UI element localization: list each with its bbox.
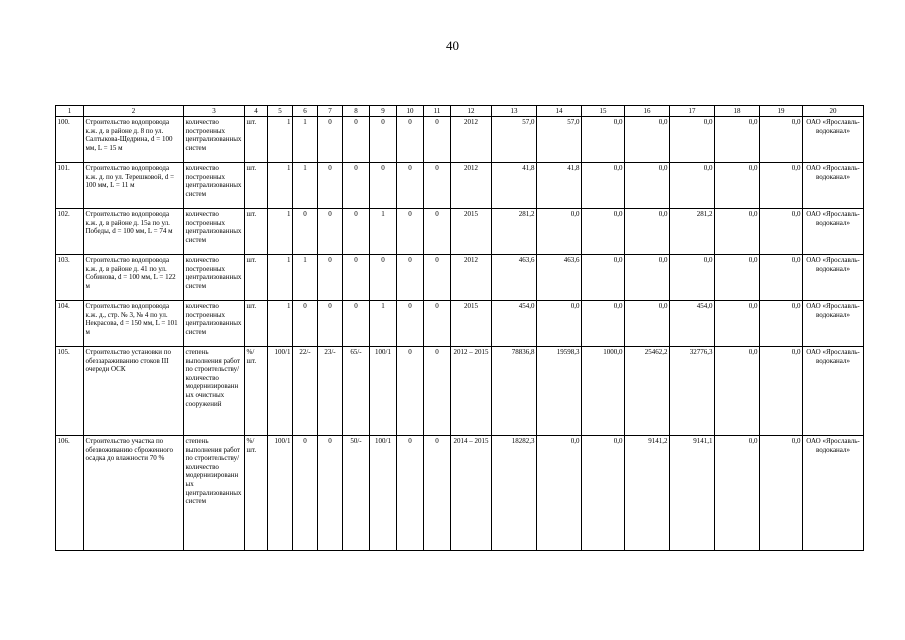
cell-cost-2013: 0,0 — [582, 436, 625, 551]
cell-period: 2012 — [451, 117, 492, 163]
table-row — [56, 255, 864, 301]
cell-total-cost: 78836,8 — [492, 347, 537, 436]
cell-row-number: 105. — [56, 347, 84, 436]
cell-cost-2015: 32776,3 — [670, 347, 715, 436]
cell-value-2013: 0 — [318, 436, 343, 551]
cell-work-name: Строительство водопровода к.ж. д. в районе д. 41 по ул. Собинова, d = 100 мм, L = 122 м — [84, 255, 184, 301]
cell-period: 2015 — [451, 209, 492, 255]
cell-period: 2015 — [451, 301, 492, 347]
cell-cost-2016: 0,0 — [715, 209, 760, 255]
cell-cost-2012: 41,8 — [537, 163, 582, 209]
cell-cost-2017: 0,0 — [760, 436, 803, 551]
cell-cost-2013: 0,0 — [582, 209, 625, 255]
cell-executor: ОАО «Ярославль-водоканал» — [803, 347, 864, 436]
cell-cost-2017: 0,0 — [760, 301, 803, 347]
cell-executor: ОАО «Ярославль-водоканал» — [803, 436, 864, 551]
cell-work-name: Строительство водопровода к.ж. д. по ул. Терешковой, d = 100 мм, L = 11 м — [84, 163, 184, 209]
cell-cost-2013: 0,0 — [582, 255, 625, 301]
cell-indicator: количество построенных централизованных систем — [184, 163, 245, 209]
cell-cost-2014: 9141,2 — [625, 436, 670, 551]
cell-target-value: 1 — [268, 163, 293, 209]
cell-unit: %/ шт. — [245, 347, 268, 436]
cell-value-2013: 0 — [318, 301, 343, 347]
table-row — [56, 436, 864, 551]
column-header: 19 — [760, 106, 803, 117]
cell-indicator: степень выполнения работ по строительству/ количество модернизированных очистных сооружений — [184, 347, 245, 436]
cell-cost-2017: 0,0 — [760, 117, 803, 163]
cell-executor: ОАО «Ярославль-водоканал» — [803, 301, 864, 347]
cell-cost-2015: 281,2 — [670, 209, 715, 255]
cell-target-value: 1 — [268, 117, 293, 163]
cell-value-2016: 0 — [397, 255, 424, 301]
column-header: 8 — [343, 106, 370, 117]
column-header: 3 — [184, 106, 245, 117]
cell-value-2013: 23/- — [318, 347, 343, 436]
cell-value-2013: 0 — [318, 255, 343, 301]
cell-value-2012: 0 — [293, 436, 318, 551]
cell-row-number: 102. — [56, 209, 84, 255]
cell-value-2013: 0 — [318, 163, 343, 209]
cell-value-2012: 0 — [293, 301, 318, 347]
cell-value-2017: 0 — [424, 347, 451, 436]
cell-cost-2014: 0,0 — [625, 117, 670, 163]
table-row — [56, 163, 864, 209]
cell-value-2015: 100/1 — [370, 347, 397, 436]
cell-cost-2016: 0,0 — [715, 436, 760, 551]
cell-cost-2014: 0,0 — [625, 163, 670, 209]
cell-value-2012: 1 — [293, 163, 318, 209]
cell-period: 2012 — [451, 163, 492, 209]
cell-cost-2015: 0,0 — [670, 117, 715, 163]
table-row — [56, 209, 864, 255]
cell-cost-2017: 0,0 — [760, 255, 803, 301]
cell-indicator: количество построенных централизованных систем — [184, 117, 245, 163]
cell-executor: ОАО «Ярославль-водоканал» — [803, 255, 864, 301]
cell-cost-2016: 0,0 — [715, 255, 760, 301]
cell-cost-2013: 1000,0 — [582, 347, 625, 436]
cell-total-cost: 281,2 — [492, 209, 537, 255]
cell-value-2012: 22/- — [293, 347, 318, 436]
column-header: 18 — [715, 106, 760, 117]
cell-value-2016: 0 — [397, 436, 424, 551]
cell-target-value: 1 — [268, 301, 293, 347]
cell-value-2014: 50/- — [343, 436, 370, 551]
cell-executor: ОАО «Ярославль-водоканал» — [803, 117, 864, 163]
column-header: 2 — [84, 106, 184, 117]
cell-total-cost: 57,0 — [492, 117, 537, 163]
cell-value-2017: 0 — [424, 255, 451, 301]
column-header: 20 — [803, 106, 864, 117]
cell-cost-2015: 454,0 — [670, 301, 715, 347]
cell-value-2017: 0 — [424, 163, 451, 209]
cell-cost-2017: 0,0 — [760, 163, 803, 209]
cell-cost-2016: 0,0 — [715, 301, 760, 347]
cell-cost-2013: 0,0 — [582, 163, 625, 209]
cell-value-2017: 0 — [424, 301, 451, 347]
cell-cost-2016: 0,0 — [715, 347, 760, 436]
cell-indicator: количество построенных централизованных систем — [184, 301, 245, 347]
cell-target-value: 1 — [268, 255, 293, 301]
cell-value-2017: 0 — [424, 209, 451, 255]
cell-row-number: 103. — [56, 255, 84, 301]
cell-cost-2015: 9141,1 — [670, 436, 715, 551]
cell-cost-2016: 0,0 — [715, 117, 760, 163]
table-row — [56, 117, 864, 163]
column-header: 11 — [424, 106, 451, 117]
cell-value-2015: 0 — [370, 163, 397, 209]
cell-value-2012: 1 — [293, 117, 318, 163]
cell-target-value: 100/1 — [268, 436, 293, 551]
cell-row-number: 106. — [56, 436, 84, 551]
cell-value-2014: 0 — [343, 117, 370, 163]
cell-cost-2013: 0,0 — [582, 117, 625, 163]
column-header: 4 — [245, 106, 268, 117]
cell-cost-2017: 0,0 — [760, 347, 803, 436]
cell-indicator: степень выполнения работ по строительству/ количество модернизированных централизованных систем — [184, 436, 245, 551]
cell-cost-2017: 0,0 — [760, 209, 803, 255]
cell-work-name: Строительство водопровода к.ж. д., стр. № 3, № 4 по ул. Некрасова, d = 150 мм, L = 101 м — [84, 301, 184, 347]
cell-work-name: Строительство водопровода к.ж. д. в районе д. 8 по ул. Салтыкова-Щедрина, d = 100 мм, L = 15 м — [84, 117, 184, 163]
table-header-row — [56, 106, 864, 117]
cell-row-number: 100. — [56, 117, 84, 163]
cell-value-2017: 0 — [424, 436, 451, 551]
cell-unit: шт. — [245, 255, 268, 301]
cell-value-2014: 0 — [343, 209, 370, 255]
cell-period: 2012 – 2015 — [451, 347, 492, 436]
cell-work-name: Строительство установки по обеззараживанию стоков III очереди ОСК — [84, 347, 184, 436]
cell-value-2016: 0 — [397, 163, 424, 209]
column-header: 14 — [537, 106, 582, 117]
column-header: 5 — [268, 106, 293, 117]
cell-total-cost: 454,0 — [492, 301, 537, 347]
cell-total-cost: 41,8 — [492, 163, 537, 209]
cell-value-2015: 1 — [370, 301, 397, 347]
cell-total-cost: 18282,3 — [492, 436, 537, 551]
cell-unit: %/ шт. — [245, 436, 268, 551]
column-header: 9 — [370, 106, 397, 117]
table-row — [56, 301, 864, 347]
cell-cost-2014: 25462,2 — [625, 347, 670, 436]
cell-period: 2012 — [451, 255, 492, 301]
cell-value-2015: 1 — [370, 209, 397, 255]
column-header: 6 — [293, 106, 318, 117]
cell-cost-2014: 0,0 — [625, 255, 670, 301]
column-header: 10 — [397, 106, 424, 117]
column-header: 7 — [318, 106, 343, 117]
cell-work-name: Строительство участка по обезвоживанию сброженного осадка до влажности 70 % — [84, 436, 184, 551]
cell-value-2016: 0 — [397, 301, 424, 347]
cell-work-name: Строительство водопровода к.ж. д. в районе д. 15а по ул. Победы, d = 100 мм, L = 74 м — [84, 209, 184, 255]
cell-value-2014: 0 — [343, 255, 370, 301]
page-number: 40 — [446, 38, 459, 53]
column-header: 16 — [625, 106, 670, 117]
cell-value-2016: 0 — [397, 209, 424, 255]
cell-total-cost: 463,6 — [492, 255, 537, 301]
cell-target-value: 1 — [268, 209, 293, 255]
column-header: 13 — [492, 106, 537, 117]
cell-unit: шт. — [245, 209, 268, 255]
cell-executor: ОАО «Ярославль-водоканал» — [803, 163, 864, 209]
cell-unit: шт. — [245, 301, 268, 347]
column-header: 1 — [56, 106, 84, 117]
column-header: 17 — [670, 106, 715, 117]
column-header: 12 — [451, 106, 492, 117]
cell-value-2015: 0 — [370, 255, 397, 301]
cell-row-number: 104. — [56, 301, 84, 347]
cell-unit: шт. — [245, 117, 268, 163]
cell-value-2014: 65/- — [343, 347, 370, 436]
cell-unit: шт. — [245, 163, 268, 209]
cell-period: 2014 – 2015 — [451, 436, 492, 551]
cell-cost-2012: 0,0 — [537, 301, 582, 347]
cell-cost-2015: 0,0 — [670, 255, 715, 301]
cell-cost-2012: 57,0 — [537, 117, 582, 163]
cell-value-2014: 0 — [343, 301, 370, 347]
cell-cost-2016: 0,0 — [715, 163, 760, 209]
cell-value-2015: 100/1 — [370, 436, 397, 551]
cell-value-2016: 0 — [397, 117, 424, 163]
cell-cost-2012: 463,6 — [537, 255, 582, 301]
cell-cost-2013: 0,0 — [582, 301, 625, 347]
cell-value-2016: 0 — [397, 347, 424, 436]
column-header: 15 — [582, 106, 625, 117]
cell-cost-2015: 0,0 — [670, 163, 715, 209]
cell-value-2015: 0 — [370, 117, 397, 163]
cell-cost-2014: 0,0 — [625, 209, 670, 255]
cell-indicator: количество построенных централизованных систем — [184, 209, 245, 255]
cell-executor: ОАО «Ярославль-водоканал» — [803, 209, 864, 255]
cell-value-2014: 0 — [343, 163, 370, 209]
cell-row-number: 101. — [56, 163, 84, 209]
cell-value-2017: 0 — [424, 117, 451, 163]
table-row — [56, 347, 864, 436]
cell-target-value: 100/1 — [268, 347, 293, 436]
cell-cost-2012: 19598,3 — [537, 347, 582, 436]
cell-value-2012: 0 — [293, 209, 318, 255]
cell-cost-2012: 0,0 — [537, 436, 582, 551]
cell-value-2013: 0 — [318, 117, 343, 163]
cell-cost-2012: 0,0 — [537, 209, 582, 255]
cell-value-2012: 1 — [293, 255, 318, 301]
cell-indicator: количество построенных централизованных систем — [184, 255, 245, 301]
cell-cost-2014: 0,0 — [625, 301, 670, 347]
cell-value-2013: 0 — [318, 209, 343, 255]
data-table — [55, 105, 864, 551]
